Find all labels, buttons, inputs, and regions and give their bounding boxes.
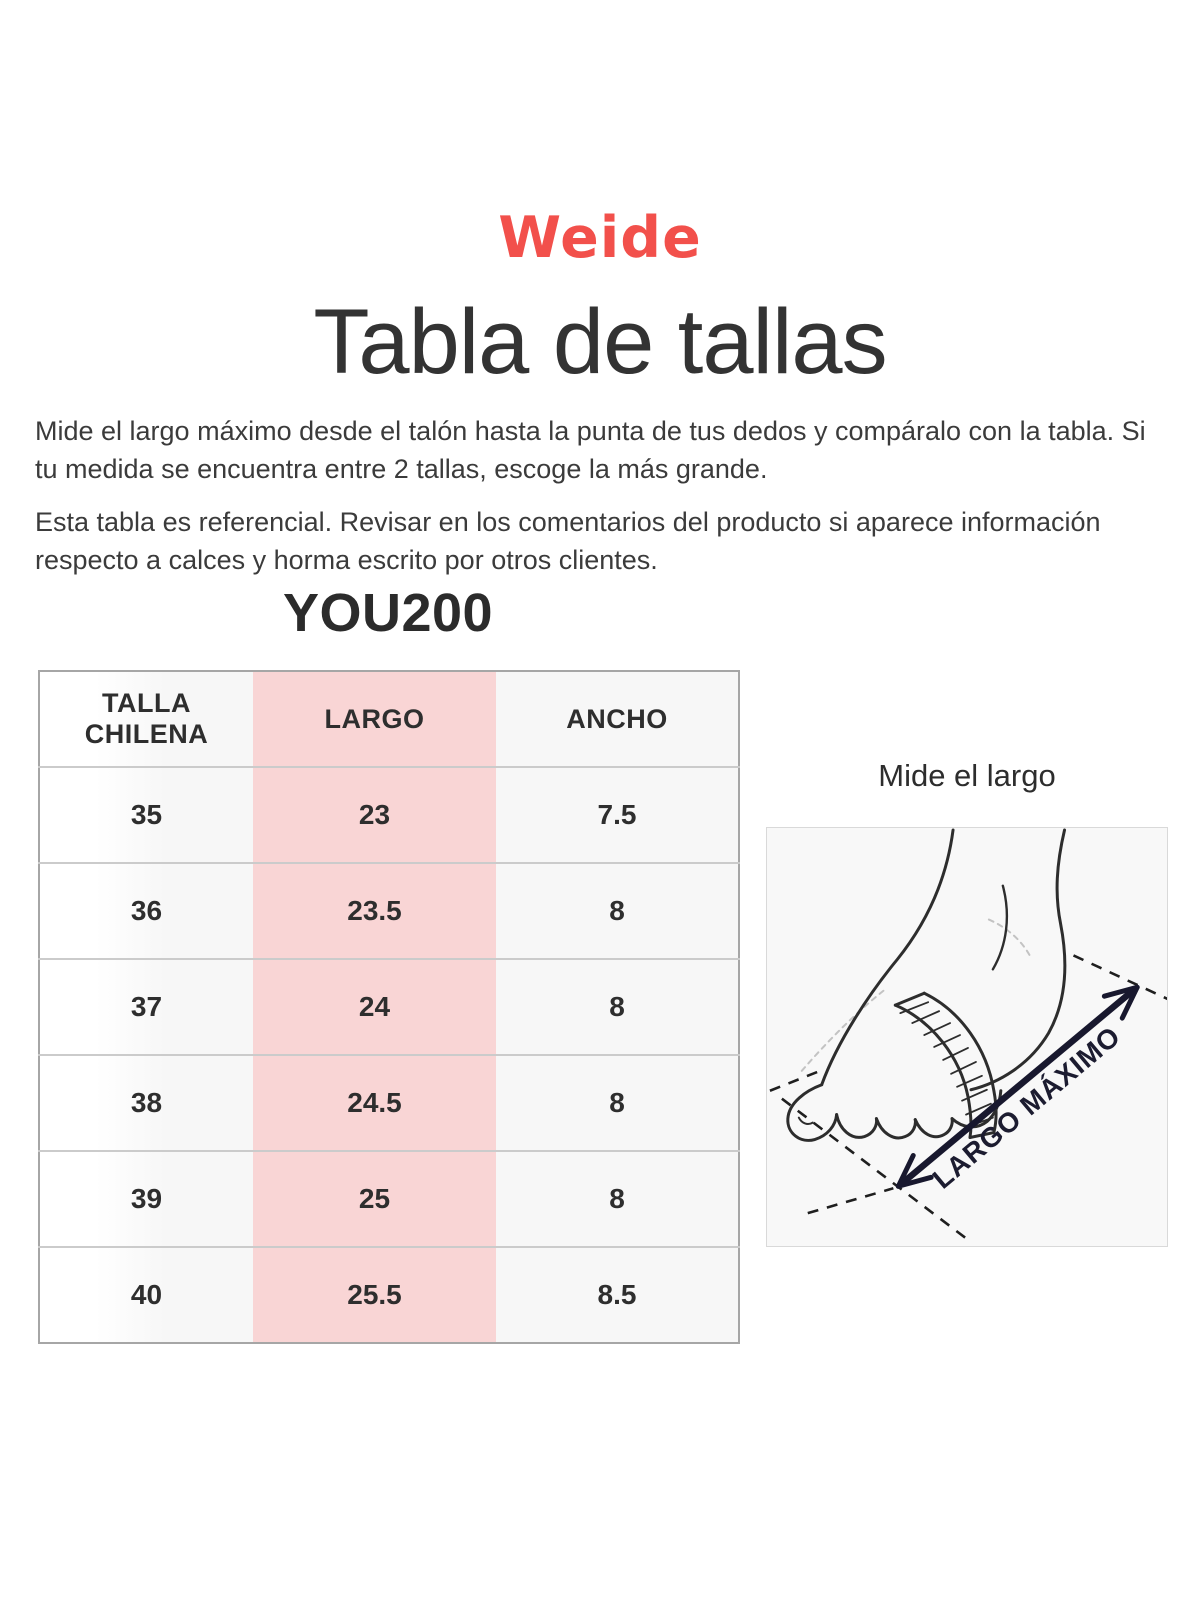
column-header-talla-chilena: TALLA CHILENA <box>39 671 253 767</box>
foot-illustration <box>767 828 1167 1246</box>
cell-ancho: 8 <box>496 1151 739 1247</box>
cell-talla: 35 <box>39 767 253 863</box>
foot-measurement-diagram <box>766 827 1168 1247</box>
table-row <box>39 863 739 959</box>
cell-ancho: 8.5 <box>496 1247 739 1343</box>
cell-talla: 38 <box>39 1055 253 1151</box>
length-arrow <box>898 987 1137 1186</box>
column-header-largo: LARGO <box>253 671 496 767</box>
intro-paragraph-2: Esta tabla es referencial. Revisar en los comentarios del producto si aparece información respecto a calces y horma escrito por otros clientes. <box>35 507 1101 576</box>
table-row <box>39 1151 739 1247</box>
diagram-caption: Mide el largo <box>878 758 1056 793</box>
cell-largo: 24 <box>253 959 496 1055</box>
table-row <box>39 1247 739 1343</box>
table-row <box>39 767 739 863</box>
size-table <box>38 670 740 1344</box>
cell-talla: 40 <box>39 1247 253 1343</box>
arrow-label: LARGO MÁXIMO <box>926 1020 1127 1195</box>
cell-largo: 25.5 <box>253 1247 496 1343</box>
cell-talla: 37 <box>39 959 253 1055</box>
intro-paragraph-1: Mide el largo máximo desde el talón hasta la punta de tus dedos y compáralo con la tabla. Si tu medida se encuentra entre 2 tallas, escoge la más grande. <box>35 416 1146 485</box>
cell-largo: 23 <box>253 767 496 863</box>
cell-ancho: 8 <box>496 863 739 959</box>
size-table-header-row <box>39 671 739 767</box>
cell-ancho: 7.5 <box>496 767 739 863</box>
brand-logo: Weide <box>498 205 702 271</box>
model-name: YOU200 <box>282 583 494 643</box>
cell-ancho: 8 <box>496 959 739 1055</box>
cell-largo: 23.5 <box>253 863 496 959</box>
cell-talla: 39 <box>39 1151 253 1247</box>
table-row <box>39 959 739 1055</box>
cell-largo: 25 <box>253 1151 496 1247</box>
cell-ancho: 8 <box>496 1055 739 1151</box>
table-row <box>39 1055 739 1151</box>
cell-talla: 36 <box>39 863 253 959</box>
page-title: Tabla de tallas <box>313 291 887 393</box>
column-header-ancho: ANCHO <box>496 671 739 767</box>
cell-largo: 24.5 <box>253 1055 496 1151</box>
